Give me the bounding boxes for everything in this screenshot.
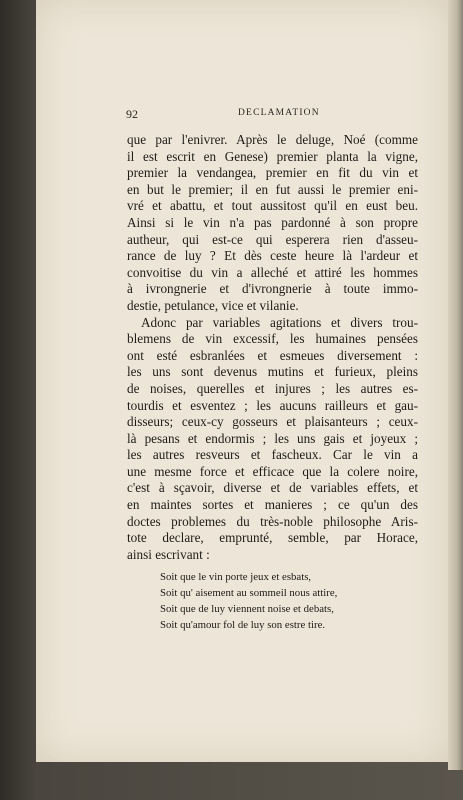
text-line: rance de luy ? Et dès ceste heure là l'ardeur et <box>127 248 418 264</box>
text-line: disseurs; ceux-cy gosseurs et plaisanteurs ; ceux- <box>127 414 418 430</box>
text-line: vré et abattu, et tout aussitost qu'il en eust beu. <box>127 198 418 214</box>
text-line: en maintes sortes et manieres ; ce qu'un des <box>127 497 418 513</box>
running-head <box>126 107 426 121</box>
text-line: là pesans et endormis ; les uns gais et joyeux ; <box>127 430 418 446</box>
text-line: Ainsi si le vin n'a pas pardonné à son propre <box>127 214 418 230</box>
text-line: une mesme force et efficace que la colere noire, <box>127 463 418 479</box>
text-line: les autres resveurs et fascheux. Car le vin a <box>127 447 418 463</box>
text-line: convoitise du vin a alleché et attiré les hommes <box>127 264 418 280</box>
text-line: destie, petulance, vice et vilanie. <box>127 297 299 313</box>
text-line: blemens de vin excessif, les humaines pensées <box>127 331 418 347</box>
verse-line: Soit que le vin porte jeux et esbats, <box>160 571 312 583</box>
page-edge <box>448 0 463 770</box>
verse-line: Soit que de luy viennent noise et debats, <box>160 603 334 615</box>
verse-line: Soit qu'amour fol de luy son estre tire. <box>160 619 326 631</box>
text-line: Adonc par variables agitations et divers trou- <box>141 314 418 330</box>
text-line: il est escrit en Genese) premier planta la vigne, <box>127 148 418 164</box>
paragraph-1 <box>127 132 418 315</box>
text-line: que par l'enivrer. Après le deluge, Noé (comme <box>127 132 418 147</box>
text-line: ainsi escrivant : <box>127 546 210 562</box>
page-number: 92 <box>126 107 138 121</box>
paragraph-2 <box>127 315 418 564</box>
text-line: en but le premier; il en fut aussi le premier eni- <box>127 181 418 197</box>
running-title: DECLAMATION <box>238 108 320 118</box>
text-line: tourdis et esventez ; les aucuns railleurs et gau- <box>127 397 418 413</box>
verse-line: Soit qu' aisement au sommeil nous attire, <box>160 587 338 599</box>
text-line: ont esté esbranlées et esmeues diversement : <box>127 347 418 363</box>
text-line: à ivrongnerie et d'ivrongnerie à toute immo- <box>127 281 418 297</box>
verse-quotation <box>160 569 420 633</box>
text-line: de noises, querelles et injures ; les autres es- <box>127 380 418 396</box>
text-line: les uns sont devenus mutins et furieux, pleins <box>127 364 418 380</box>
text-line: tote declare, emprunté, semble, par Horace, <box>127 530 418 546</box>
body-text <box>127 132 418 563</box>
text-line: c'est à sçavoir, diverse et de variables effets, et <box>127 480 418 496</box>
text-line: doctes problemes du très-noble philosophe Aris- <box>127 513 418 529</box>
text-line: premier la vendangea, premier en fit du vin et <box>127 165 418 181</box>
text-line: autheur, qui est-ce qui esperera rien d'asseu- <box>127 231 418 247</box>
